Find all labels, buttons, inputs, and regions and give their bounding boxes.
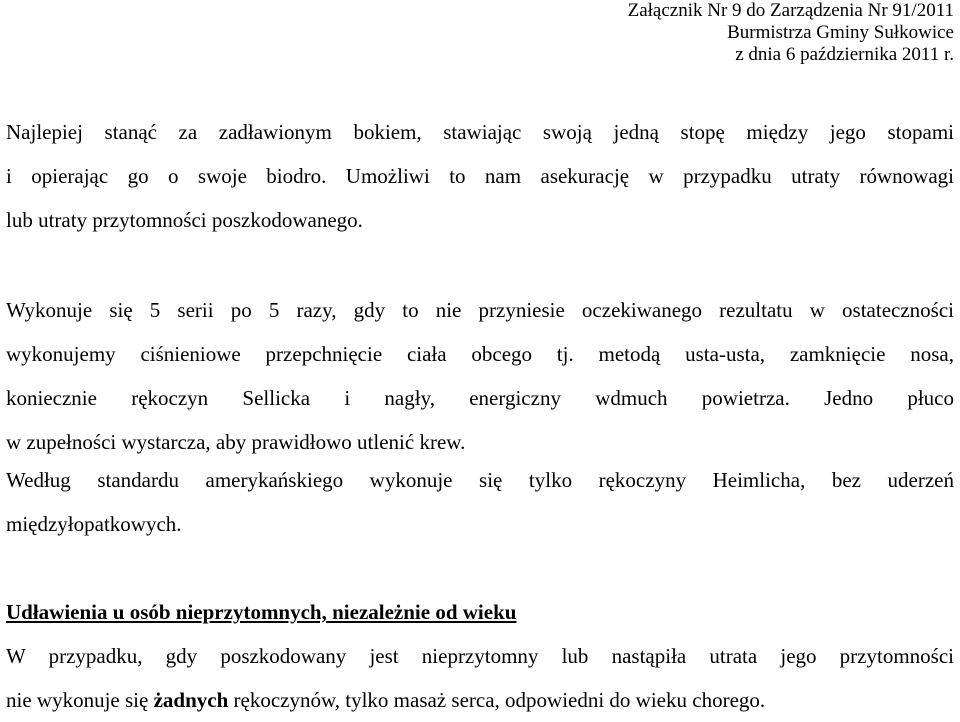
- paragraph-series: [6, 288, 954, 464]
- text-run: rękoczynów, tylko masaż serca, odpowiedni do wieku chorego.: [228, 688, 766, 712]
- paragraph-positioning: [6, 110, 954, 242]
- paragraph-line: Najlepiej stanąć za zadławionym bokiem, stawiając swoją jedną stopę między jego stopami: [6, 120, 954, 144]
- paragraph-line: W przypadku, gdy poszkodowany jest nieprzytomny lub nastąpiła utrata jego przytomności: [6, 644, 954, 668]
- paragraph-line: koniecznie rękoczyn Sellicka i nagły, energiczny wdmuch powietrza. Jedno płuco: [6, 386, 954, 410]
- paragraph-line: Wykonuje się 5 serii po 5 razy, gdy to nie przyniesie oczekiwanego rezultatu w ostateczności: [6, 298, 954, 322]
- paragraph-line: wykonujemy ciśnieniowe przepchnięcie ciała obcego tj. metodą usta-usta, zamknięcie nosa,: [6, 342, 954, 366]
- header-line-issuer: Burmistrza Gminy Sułkowice: [727, 22, 954, 43]
- paragraph-unconscious: [6, 634, 954, 722]
- paragraph-line: Według standardu amerykańskiego wykonuje się tylko rękoczyny Heimlicha, bez uderzeń: [6, 468, 954, 492]
- header-line-attachment: Załącznik Nr 9 do Zarządzenia Nr 91/2011: [627, 0, 954, 21]
- paragraph-line: w zupełności wystarcza, aby prawidłowo utlenić krew.: [6, 430, 466, 454]
- header-line-date: z dnia 6 października 2011 r.: [735, 44, 954, 65]
- paragraph-line: lub utraty przytomności poszkodowanego.: [6, 208, 363, 232]
- document-header: [628, 0, 954, 66]
- section-heading: Udławienia u osób nieprzytomnych, niezależnie od wieku: [6, 600, 517, 624]
- text-run: nie wykonuje się: [6, 688, 154, 712]
- emphasis-text: żadnych: [153, 688, 229, 712]
- paragraph-line: i opierając go o swoje biodro. Umożliwi to nam asekurację w przypadku utraty równowagi: [6, 164, 954, 188]
- paragraph-american-standard: [6, 458, 954, 546]
- paragraph-line: [6, 678, 954, 722]
- paragraph-line: międzyłopatkowych.: [6, 512, 182, 536]
